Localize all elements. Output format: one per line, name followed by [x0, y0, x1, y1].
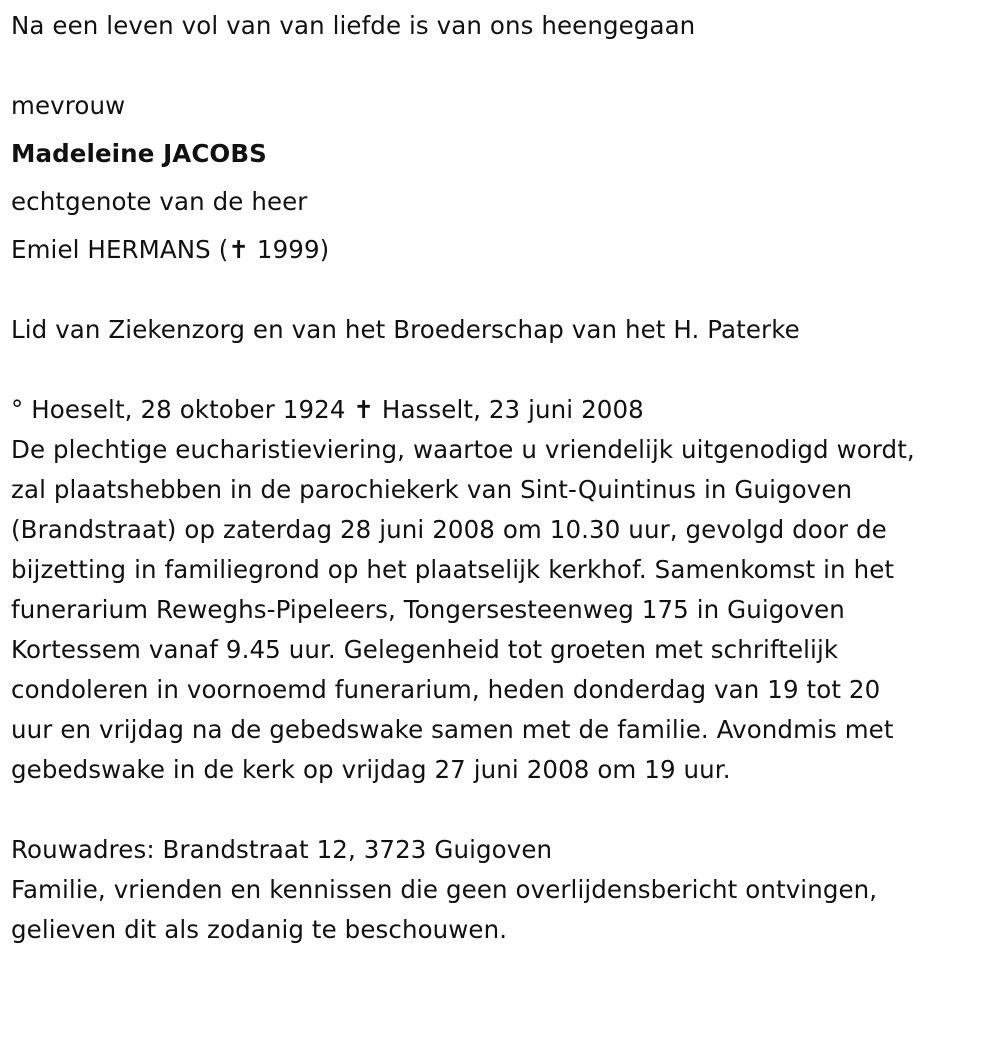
ceremony-line: De plechtige eucharistieviering, waartoe u vriendelijk uitgenodigd wordt,	[11, 435, 915, 464]
title-prefix: mevrouw	[11, 91, 126, 120]
birth-death-line: ° Hoeselt, 28 oktober 1924 ✝ Hasselt, 23 juni 2008	[11, 395, 644, 424]
ceremony-line: gebedswake in de kerk op vrijdag 27 juni 2008 om 19 uur.	[11, 755, 731, 784]
ceremony-line: Kortessem vanaf 9.45 uur. Gelegenheid tot groeten met schriftelijk	[11, 635, 839, 664]
address-line: Rouwadres: Brandstraat 12, 3723 Guigoven	[11, 835, 553, 864]
ceremony-line: bijzetting in familiegrond op het plaatselijk kerkhof. Samenkomst in het	[11, 555, 895, 584]
ceremony-line: (Brandstraat) op zaterdag 28 juni 2008 om 10.30 uur, gevolgd door de	[11, 515, 887, 544]
closing-line: gelieven dit als zodanig te beschouwen.	[11, 915, 508, 944]
spouse-line-2: Emiel HERMANS (✝ 1999)	[11, 235, 330, 264]
ceremony-line: funerarium Reweghs-Pipeleers, Tongersesteenweg 175 in Guigoven	[11, 595, 845, 624]
ceremony-paragraph	[11, 430, 995, 790]
closing-paragraph	[11, 870, 995, 950]
spouse-line-1: echtgenote van de heer	[11, 187, 308, 216]
ceremony-line: zal plaatshebben in de parochiekerk van Sint-Quintinus in Guigoven	[11, 475, 853, 504]
intro-line: Na een leven vol van van liefde is van ons heengegaan	[11, 11, 696, 40]
deceased-name: Madeleine JACOBS	[11, 139, 267, 168]
closing-line: Familie, vrienden en kennissen die geen overlijdensbericht ontvingen,	[11, 875, 878, 904]
ceremony-line: uur en vrijdag na de gebedswake samen met de familie. Avondmis met	[11, 715, 894, 744]
membership-line: Lid van Ziekenzorg en van het Broederschap van het H. Paterke	[11, 315, 800, 344]
ceremony-line: condoleren in voornoemd funerarium, heden donderdag van 19 tot 20	[11, 675, 881, 704]
obituary-notice	[11, 6, 995, 950]
